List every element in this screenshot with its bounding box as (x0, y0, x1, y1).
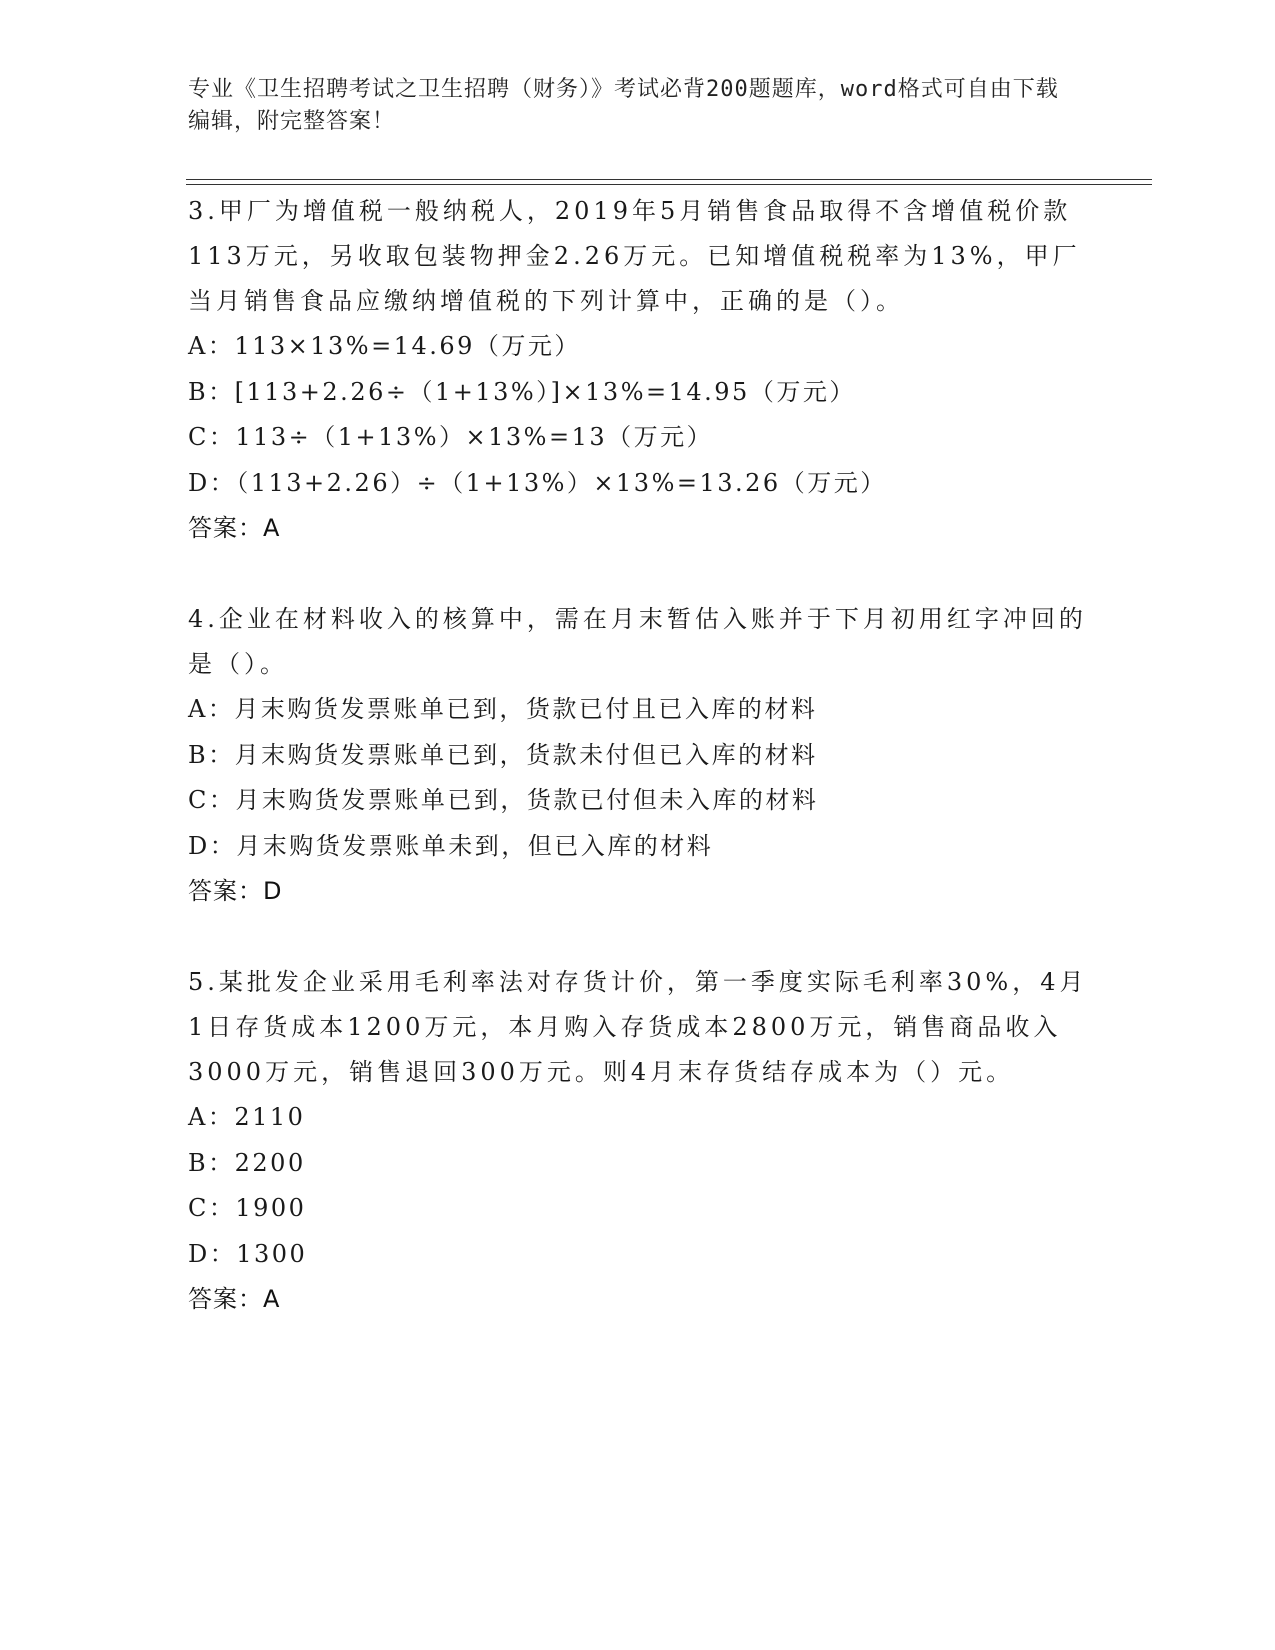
option-d: D：（113+2.26）÷（1+13%）×13%=13.26（万元） (188, 468, 887, 497)
header-divider-bottom (186, 184, 1152, 185)
option-c: C：月末购货发票账单已到，货款已付但未入库的材料 (188, 786, 819, 814)
option-b: B：月末购货发票账单已到，货款未付但已入库的材料 (188, 740, 818, 769)
question-4 (188, 597, 1088, 914)
option-d: D：1300 (188, 1239, 308, 1268)
question-5 (188, 960, 1088, 1322)
answer-line: 答案：A (188, 1285, 281, 1313)
question-stem: 4.企业在材料收入的核算中，需在月末暂估入账并于下月初用红字冲回的是（）。 (188, 605, 1087, 678)
option-c: C：1900 (188, 1194, 307, 1222)
question-stem: 5.某批发企业采用毛利率法对存货计价，第一季度实际毛利率30%，4月1日存货成本1200万元，本月购入存货成本2800万元，销售商品收入3000万元，销售退回300万元。则4月末存货结存成本为（）元。 (188, 968, 1088, 1086)
document-header: 专业《卫生招聘考试之卫生招聘（财务）》考试必背200题题库，word格式可自由下载编辑，附完整答案！ (188, 77, 1059, 134)
option-a: A：113×13%=14.69（万元） (188, 332, 581, 360)
option-b: B：[113+2.26÷（1+13%）]×13%=14.95（万元） (188, 377, 856, 406)
header-divider-top (186, 179, 1152, 180)
option-b: B：2200 (188, 1148, 306, 1177)
option-c: C：113÷（1+13%）×13%=13（万元） (188, 423, 714, 451)
question-stem: 3.甲厂为增值税一般纳税人，2019年5月销售食品取得不含增值税价款113万元，另收取包装物押金2.26万元。已知增值税税率为13%，甲厂当月销售食品应缴纳增值税的下列计算中，正确的是（）。 (188, 197, 1081, 315)
question-3 (188, 189, 1088, 551)
answer-line: 答案：D (188, 877, 283, 905)
option-a: A：2110 (188, 1103, 306, 1131)
answer-line: 答案：A (188, 514, 281, 542)
option-d: D：月末购货发票账单未到，但已入库的材料 (188, 831, 714, 860)
option-a: A：月末购货发票账单已到，货款已付且已入库的材料 (188, 695, 818, 723)
